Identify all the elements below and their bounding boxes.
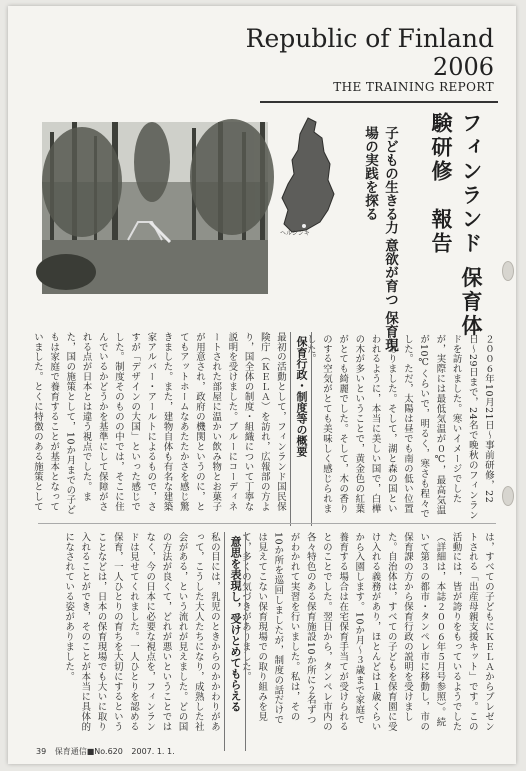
punch-hole-bottom: [502, 486, 514, 506]
issue-date: 2007. 1. 1.: [131, 747, 175, 756]
headline-main: フィンランド 保育体験研修 報告: [429, 112, 483, 339]
page-footer: [36, 746, 181, 757]
headline-sub: 子どもの生きる力 意欲が育つ 保育現場の実践を探る: [362, 126, 398, 352]
title-rule: [260, 101, 498, 103]
report-title: [246, 24, 494, 95]
punch-hole-top: [502, 261, 514, 281]
title-year: 2006: [432, 53, 494, 81]
magazine-name: 保育通信■No.620: [54, 747, 123, 756]
body-lower-left: 私の目には，乳児のときからのかかわりがあって，こうした大人たちになり，成熟した社会がある，という流れが見えました。どの国の方法が良くて，どれが悪いということではなく，今の日本に必要な視点を，フィンランドは見せてくれました。一人ひとりを認める保育，一人ひとりの育ちを大切にするということなどは，日本の保育現場でも大いに取り入れることができ，そのことが本当に具体的になされている姿がありました。: [63, 532, 220, 732]
title-country: Republic of Finland: [245, 24, 494, 53]
playground-photo: [42, 122, 268, 294]
page-number: 39: [36, 747, 47, 756]
magazine-page: [8, 6, 516, 764]
body-lower-right: は，すべての子どもにＫＥＬＡからプレゼントされる「出産母親支援キット」です。この活動には，皆が誇りをもっているようでした（詳細は，本誌２００６年５月号参照）。続いて第３の都市・タンペレ市に移動し，市の保育課の方から保育行政の説明を受けました。自治体は，すべての子どもを保育園に受け入れる義務があり，ほとんどは１歳くらいから入園します。10か月〜３歳まで家庭で養育する場合は在宅保育手当てが受けられるとのことでした。翌日から，タンペレ市内の各々特色のある保育施設10か所に２名ずつがわかれて実習を行いました。私は，その10か所を巡回しましたが，制度の話だけでは見えてこない保育現場での取り組みを見て，多くの気づきがありました。: [239, 532, 494, 732]
divider: [38, 523, 496, 524]
section-heading-1: 保育行政・制度等の概要: [290, 332, 312, 526]
title-subtitle: THE TRAINING REPORT: [333, 80, 494, 94]
body-middle: 最初の活動として，フィンランド国民保険庁（ＫＥＬＡ）を訪れ，広報部の方より，国全体の制度・組織について丁寧な説明を受けました。ブルーにコーディネートされた部屋に温かい飲み物とお菓子が用意され，政府の機関というのに，とてもアットホームなあたたかさを感じ驚きました。また，建物自体も有名な建築家アルバー・アールトによるもので，さすが「デザインの大国」といった感じでした。制度そのものの中では，そこに住んでいるかどうかを基準にして保障がされる点が日本とは違う視点でした。また，国の施策として，10か月までの子どもは家庭で養育することが基本となっていました。とくに特徴のある施策として: [31, 332, 286, 515]
body-upper: ２００６年10月21日〜事前研修，22日〜29日まで，24名で晩秋のフィンランドを訪れました。寒いイメージでしたが，実際には最低気温が０℃，最高気温が10℃くらいで，明るく，寒さも程々でした。ただ，太陽は昼でも南の低い位置にありました。そして，湖と森の国といわれるように，本当に美しい国で，白樺の木が多いということで，黄金色の紅葉がとても綺麗でした。そして，木の香りのする空気がとても美味しく感じられました。: [304, 334, 494, 521]
section-heading-2: 意思を表現し，受けとめてもらえる: [224, 532, 246, 751]
map-label: ヘルシンキ: [280, 230, 310, 237]
finland-map-icon: [270, 114, 348, 244]
